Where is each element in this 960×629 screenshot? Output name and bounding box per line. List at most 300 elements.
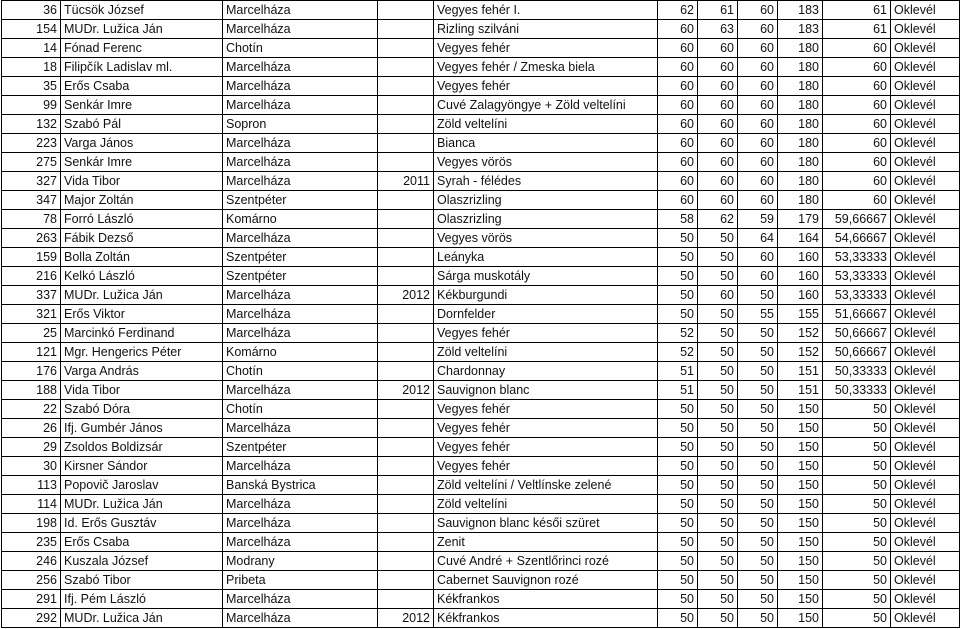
entry-number-cell: 263 (2, 229, 61, 248)
wine-name-cell: Vegyes fehér (434, 77, 658, 96)
score-3-cell: 60 (738, 172, 778, 191)
town-cell: Marcelháza (223, 1, 378, 20)
producer-name-cell: Vida Tibor (61, 381, 223, 400)
wine-name-cell: Cuvé André + Szentlőrinci rozé (434, 552, 658, 571)
table-row (2, 590, 960, 609)
producer-name-cell: Vida Tibor (61, 172, 223, 191)
vintage-year-cell (378, 590, 434, 609)
score-2-cell: 61 (698, 1, 738, 20)
producer-name-cell: Bolla Zoltán (61, 248, 223, 267)
score-1-cell: 60 (658, 39, 698, 58)
score-2-cell: 60 (698, 134, 738, 153)
award-cell: Oklevél (891, 210, 960, 229)
score-2-cell: 50 (698, 324, 738, 343)
score-1-cell: 51 (658, 381, 698, 400)
vintage-year-cell (378, 305, 434, 324)
award-cell: Oklevél (891, 115, 960, 134)
score-3-cell: 60 (738, 267, 778, 286)
vintage-year-cell (378, 362, 434, 381)
award-cell: Oklevél (891, 419, 960, 438)
score-3-cell: 60 (738, 153, 778, 172)
town-cell: Marcelháza (223, 590, 378, 609)
score-1-cell: 50 (658, 267, 698, 286)
award-cell: Oklevél (891, 305, 960, 324)
score-1-cell: 60 (658, 20, 698, 39)
total-score-cell: 164 (778, 229, 823, 248)
award-cell: Oklevél (891, 267, 960, 286)
average-score-cell: 60 (823, 77, 891, 96)
entry-number-cell: 30 (2, 457, 61, 476)
score-3-cell: 60 (738, 77, 778, 96)
entry-number-cell: 188 (2, 381, 61, 400)
score-3-cell: 60 (738, 20, 778, 39)
town-cell: Modrany (223, 552, 378, 571)
award-cell: Oklevél (891, 96, 960, 115)
score-3-cell: 60 (738, 1, 778, 20)
average-score-cell: 50 (823, 476, 891, 495)
wine-name-cell: Zöld veltelíni (434, 115, 658, 134)
table-row (2, 305, 960, 324)
average-score-cell: 60 (823, 191, 891, 210)
table-row (2, 248, 960, 267)
score-1-cell: 52 (658, 324, 698, 343)
score-1-cell: 50 (658, 514, 698, 533)
entry-number-cell: 18 (2, 58, 61, 77)
average-score-cell: 59,66667 (823, 210, 891, 229)
wine-name-cell: Vegyes fehér (434, 419, 658, 438)
producer-name-cell: Kirsner Sándor (61, 457, 223, 476)
total-score-cell: 183 (778, 1, 823, 20)
average-score-cell: 51,66667 (823, 305, 891, 324)
score-3-cell: 50 (738, 343, 778, 362)
score-2-cell: 50 (698, 514, 738, 533)
wine-name-cell: Zöld veltelíni (434, 343, 658, 362)
vintage-year-cell (378, 229, 434, 248)
score-1-cell: 50 (658, 533, 698, 552)
average-score-cell: 50 (823, 400, 891, 419)
town-cell: Marcelháza (223, 286, 378, 305)
vintage-year-cell (378, 96, 434, 115)
town-cell: Komárno (223, 343, 378, 362)
total-score-cell: 150 (778, 609, 823, 628)
score-1-cell: 60 (658, 191, 698, 210)
vintage-year-cell (378, 20, 434, 39)
total-score-cell: 180 (778, 58, 823, 77)
producer-name-cell: MUDr. Lužica Ján (61, 20, 223, 39)
score-2-cell: 60 (698, 96, 738, 115)
wine-name-cell: Vegyes fehér I. (434, 1, 658, 20)
score-1-cell: 60 (658, 115, 698, 134)
score-2-cell: 50 (698, 590, 738, 609)
entry-number-cell: 99 (2, 96, 61, 115)
wine-name-cell: Sauvignon blanc késői szüret (434, 514, 658, 533)
award-cell: Oklevél (891, 20, 960, 39)
average-score-cell: 50 (823, 552, 891, 571)
entry-number-cell: 26 (2, 419, 61, 438)
score-2-cell: 50 (698, 343, 738, 362)
score-3-cell: 60 (738, 58, 778, 77)
score-2-cell: 50 (698, 438, 738, 457)
producer-name-cell: Erős Viktor (61, 305, 223, 324)
average-score-cell: 60 (823, 58, 891, 77)
total-score-cell: 160 (778, 286, 823, 305)
score-1-cell: 50 (658, 590, 698, 609)
total-score-cell: 152 (778, 324, 823, 343)
total-score-cell: 150 (778, 571, 823, 590)
average-score-cell: 53,33333 (823, 286, 891, 305)
score-3-cell: 50 (738, 438, 778, 457)
producer-name-cell: Major Zoltán (61, 191, 223, 210)
award-cell: Oklevél (891, 229, 960, 248)
vintage-year-cell (378, 438, 434, 457)
entry-number-cell: 78 (2, 210, 61, 229)
award-cell: Oklevél (891, 552, 960, 571)
score-3-cell: 50 (738, 609, 778, 628)
total-score-cell: 150 (778, 590, 823, 609)
town-cell: Szentpéter (223, 191, 378, 210)
producer-name-cell: Erős Csaba (61, 533, 223, 552)
town-cell: Marcelháza (223, 324, 378, 343)
entry-number-cell: 292 (2, 609, 61, 628)
vintage-year-cell: 2012 (378, 286, 434, 305)
score-1-cell: 50 (658, 229, 698, 248)
average-score-cell: 54,66667 (823, 229, 891, 248)
table-row (2, 362, 960, 381)
wine-name-cell: Vegyes fehér (434, 400, 658, 419)
score-2-cell: 50 (698, 495, 738, 514)
total-score-cell: 151 (778, 362, 823, 381)
average-score-cell: 61 (823, 20, 891, 39)
average-score-cell: 50 (823, 533, 891, 552)
wine-name-cell: Dornfelder (434, 305, 658, 324)
score-3-cell: 50 (738, 590, 778, 609)
table-row (2, 495, 960, 514)
score-3-cell: 60 (738, 134, 778, 153)
score-2-cell: 60 (698, 39, 738, 58)
wine-name-cell: Cabernet Sauvignon rozé (434, 571, 658, 590)
total-score-cell: 180 (778, 191, 823, 210)
score-3-cell: 60 (738, 248, 778, 267)
producer-name-cell: Kelkó László (61, 267, 223, 286)
score-2-cell: 60 (698, 77, 738, 96)
vintage-year-cell (378, 457, 434, 476)
average-score-cell: 50 (823, 419, 891, 438)
score-2-cell: 60 (698, 191, 738, 210)
award-cell: Oklevél (891, 457, 960, 476)
score-2-cell: 50 (698, 381, 738, 400)
entry-number-cell: 176 (2, 362, 61, 381)
wine-name-cell: Leányka (434, 248, 658, 267)
producer-name-cell: Varga András (61, 362, 223, 381)
award-cell: Oklevél (891, 248, 960, 267)
award-cell: Oklevél (891, 571, 960, 590)
score-1-cell: 50 (658, 495, 698, 514)
table-row (2, 77, 960, 96)
town-cell: Szentpéter (223, 267, 378, 286)
producer-name-cell: Erős Csaba (61, 77, 223, 96)
total-score-cell: 150 (778, 514, 823, 533)
town-cell: Marcelháza (223, 153, 378, 172)
producer-name-cell: Fónad Ferenc (61, 39, 223, 58)
town-cell: Marcelháza (223, 495, 378, 514)
table-row (2, 609, 960, 628)
table-row (2, 191, 960, 210)
score-1-cell: 60 (658, 77, 698, 96)
town-cell: Chotín (223, 400, 378, 419)
town-cell: Marcelháza (223, 58, 378, 77)
total-score-cell: 160 (778, 248, 823, 267)
score-2-cell: 62 (698, 210, 738, 229)
entry-number-cell: 132 (2, 115, 61, 134)
wine-name-cell: Vegyes fehér (434, 457, 658, 476)
table-row (2, 324, 960, 343)
average-score-cell: 53,33333 (823, 267, 891, 286)
producer-name-cell: Fábik Dezső (61, 229, 223, 248)
producer-name-cell: Senkár Imre (61, 96, 223, 115)
entry-number-cell: 154 (2, 20, 61, 39)
score-3-cell: 50 (738, 457, 778, 476)
average-score-cell: 50,66667 (823, 343, 891, 362)
table-row (2, 134, 960, 153)
producer-name-cell: MUDr. Lužica Ján (61, 286, 223, 305)
vintage-year-cell (378, 324, 434, 343)
score-3-cell: 50 (738, 571, 778, 590)
total-score-cell: 180 (778, 96, 823, 115)
score-2-cell: 50 (698, 362, 738, 381)
wine-name-cell: Vegyes vörös (434, 229, 658, 248)
total-score-cell: 150 (778, 533, 823, 552)
producer-name-cell: Szabó Tibor (61, 571, 223, 590)
average-score-cell: 50 (823, 514, 891, 533)
town-cell: Marcelháza (223, 419, 378, 438)
score-3-cell: 50 (738, 381, 778, 400)
score-3-cell: 50 (738, 324, 778, 343)
vintage-year-cell (378, 343, 434, 362)
score-1-cell: 50 (658, 419, 698, 438)
producer-name-cell: Ifj. Pém László (61, 590, 223, 609)
total-score-cell: 150 (778, 400, 823, 419)
total-score-cell: 180 (778, 115, 823, 134)
table-row (2, 286, 960, 305)
total-score-cell: 180 (778, 172, 823, 191)
table-row (2, 96, 960, 115)
average-score-cell: 60 (823, 134, 891, 153)
total-score-cell: 150 (778, 438, 823, 457)
entry-number-cell: 347 (2, 191, 61, 210)
producer-name-cell: Kuszala József (61, 552, 223, 571)
table-row (2, 1, 960, 20)
vintage-year-cell (378, 267, 434, 286)
score-1-cell: 50 (658, 457, 698, 476)
score-2-cell: 63 (698, 20, 738, 39)
town-cell: Marcelháza (223, 96, 378, 115)
table-row (2, 476, 960, 495)
score-2-cell: 50 (698, 571, 738, 590)
table-row (2, 381, 960, 400)
award-cell: Oklevél (891, 153, 960, 172)
table-row (2, 457, 960, 476)
average-score-cell: 50 (823, 457, 891, 476)
town-cell: Marcelháza (223, 134, 378, 153)
award-cell: Oklevél (891, 1, 960, 20)
entry-number-cell: 114 (2, 495, 61, 514)
producer-name-cell: Mgr. Hengerics Péter (61, 343, 223, 362)
score-1-cell: 50 (658, 609, 698, 628)
table-row (2, 438, 960, 457)
vintage-year-cell (378, 58, 434, 77)
town-cell: Sopron (223, 115, 378, 134)
wine-name-cell: Vegyes vörös (434, 153, 658, 172)
producer-name-cell: Senkár Imre (61, 153, 223, 172)
table-row (2, 419, 960, 438)
score-2-cell: 50 (698, 476, 738, 495)
average-score-cell: 60 (823, 96, 891, 115)
score-3-cell: 60 (738, 191, 778, 210)
entry-number-cell: 113 (2, 476, 61, 495)
total-score-cell: 160 (778, 267, 823, 286)
vintage-year-cell (378, 419, 434, 438)
town-cell: Marcelháza (223, 20, 378, 39)
score-1-cell: 60 (658, 153, 698, 172)
award-cell: Oklevél (891, 77, 960, 96)
score-1-cell: 50 (658, 571, 698, 590)
award-cell: Oklevél (891, 39, 960, 58)
town-cell: Banská Bystrica (223, 476, 378, 495)
entry-number-cell: 121 (2, 343, 61, 362)
entry-number-cell: 256 (2, 571, 61, 590)
wine-name-cell: Chardonnay (434, 362, 658, 381)
wine-name-cell: Cuvé Zalagyöngye + Zöld veltelíni (434, 96, 658, 115)
entry-number-cell: 29 (2, 438, 61, 457)
total-score-cell: 180 (778, 134, 823, 153)
producer-name-cell: Popovič Jaroslav (61, 476, 223, 495)
table-row (2, 571, 960, 590)
score-2-cell: 60 (698, 286, 738, 305)
vintage-year-cell: 2012 (378, 381, 434, 400)
producer-name-cell: Marcinkó Ferdinand (61, 324, 223, 343)
table-row (2, 210, 960, 229)
wine-name-cell: Kékfrankos (434, 590, 658, 609)
entry-number-cell: 25 (2, 324, 61, 343)
entry-number-cell: 327 (2, 172, 61, 191)
producer-name-cell: Filipčík Ladislav ml. (61, 58, 223, 77)
town-cell: Marcelháza (223, 77, 378, 96)
entry-number-cell: 36 (2, 1, 61, 20)
award-cell: Oklevél (891, 400, 960, 419)
vintage-year-cell (378, 115, 434, 134)
score-2-cell: 60 (698, 115, 738, 134)
entry-number-cell: 321 (2, 305, 61, 324)
total-score-cell: 150 (778, 552, 823, 571)
producer-name-cell: Id. Erős Gusztáv (61, 514, 223, 533)
vintage-year-cell (378, 210, 434, 229)
score-2-cell: 50 (698, 267, 738, 286)
score-2-cell: 50 (698, 400, 738, 419)
score-2-cell: 50 (698, 419, 738, 438)
entry-number-cell: 14 (2, 39, 61, 58)
score-1-cell: 50 (658, 286, 698, 305)
average-score-cell: 60 (823, 153, 891, 172)
average-score-cell: 50,33333 (823, 381, 891, 400)
wine-name-cell: Olaszrizling (434, 191, 658, 210)
score-2-cell: 60 (698, 172, 738, 191)
wine-name-cell: Vegyes fehér / Zmeska biela (434, 58, 658, 77)
award-cell: Oklevél (891, 286, 960, 305)
wine-name-cell: Zöld veltelíni / Veltlínske zelené (434, 476, 658, 495)
score-3-cell: 50 (738, 286, 778, 305)
total-score-cell: 179 (778, 210, 823, 229)
wine-name-cell: Zenit (434, 533, 658, 552)
wine-name-cell: Kékburgundi (434, 286, 658, 305)
results-table (1, 0, 960, 628)
table-row (2, 229, 960, 248)
award-cell: Oklevél (891, 343, 960, 362)
score-1-cell: 50 (658, 438, 698, 457)
score-2-cell: 60 (698, 58, 738, 77)
average-score-cell: 61 (823, 1, 891, 20)
score-3-cell: 60 (738, 39, 778, 58)
entry-number-cell: 216 (2, 267, 61, 286)
average-score-cell: 50 (823, 495, 891, 514)
entry-number-cell: 246 (2, 552, 61, 571)
town-cell: Marcelháza (223, 381, 378, 400)
town-cell: Marcelháza (223, 229, 378, 248)
average-score-cell: 60 (823, 39, 891, 58)
wine-name-cell: Rizling szilváni (434, 20, 658, 39)
producer-name-cell: Varga János (61, 134, 223, 153)
average-score-cell: 60 (823, 172, 891, 191)
table-row (2, 172, 960, 191)
score-1-cell: 50 (658, 476, 698, 495)
wine-name-cell: Bianca (434, 134, 658, 153)
score-2-cell: 50 (698, 609, 738, 628)
table-row (2, 20, 960, 39)
producer-name-cell: Ifj. Gumbér János (61, 419, 223, 438)
town-cell: Chotín (223, 362, 378, 381)
score-3-cell: 59 (738, 210, 778, 229)
total-score-cell: 183 (778, 20, 823, 39)
score-2-cell: 50 (698, 533, 738, 552)
score-1-cell: 50 (658, 552, 698, 571)
score-1-cell: 51 (658, 362, 698, 381)
score-1-cell: 60 (658, 134, 698, 153)
vintage-year-cell (378, 153, 434, 172)
entry-number-cell: 337 (2, 286, 61, 305)
score-1-cell: 62 (658, 1, 698, 20)
town-cell: Marcelháza (223, 457, 378, 476)
table-body (2, 1, 960, 628)
wine-name-cell: Zöld veltelíni (434, 495, 658, 514)
vintage-year-cell (378, 1, 434, 20)
vintage-year-cell (378, 552, 434, 571)
award-cell: Oklevél (891, 381, 960, 400)
score-2-cell: 50 (698, 248, 738, 267)
score-3-cell: 50 (738, 552, 778, 571)
score-1-cell: 50 (658, 305, 698, 324)
total-score-cell: 180 (778, 77, 823, 96)
table-row (2, 533, 960, 552)
producer-name-cell: Zsoldos Boldizsár (61, 438, 223, 457)
wine-name-cell: Kékfrankos (434, 609, 658, 628)
entry-number-cell: 159 (2, 248, 61, 267)
producer-name-cell: Forró László (61, 210, 223, 229)
score-3-cell: 60 (738, 115, 778, 134)
town-cell: Marcelháza (223, 514, 378, 533)
table-row (2, 400, 960, 419)
town-cell: Marcelháza (223, 609, 378, 628)
score-3-cell: 50 (738, 495, 778, 514)
town-cell: Pribeta (223, 571, 378, 590)
